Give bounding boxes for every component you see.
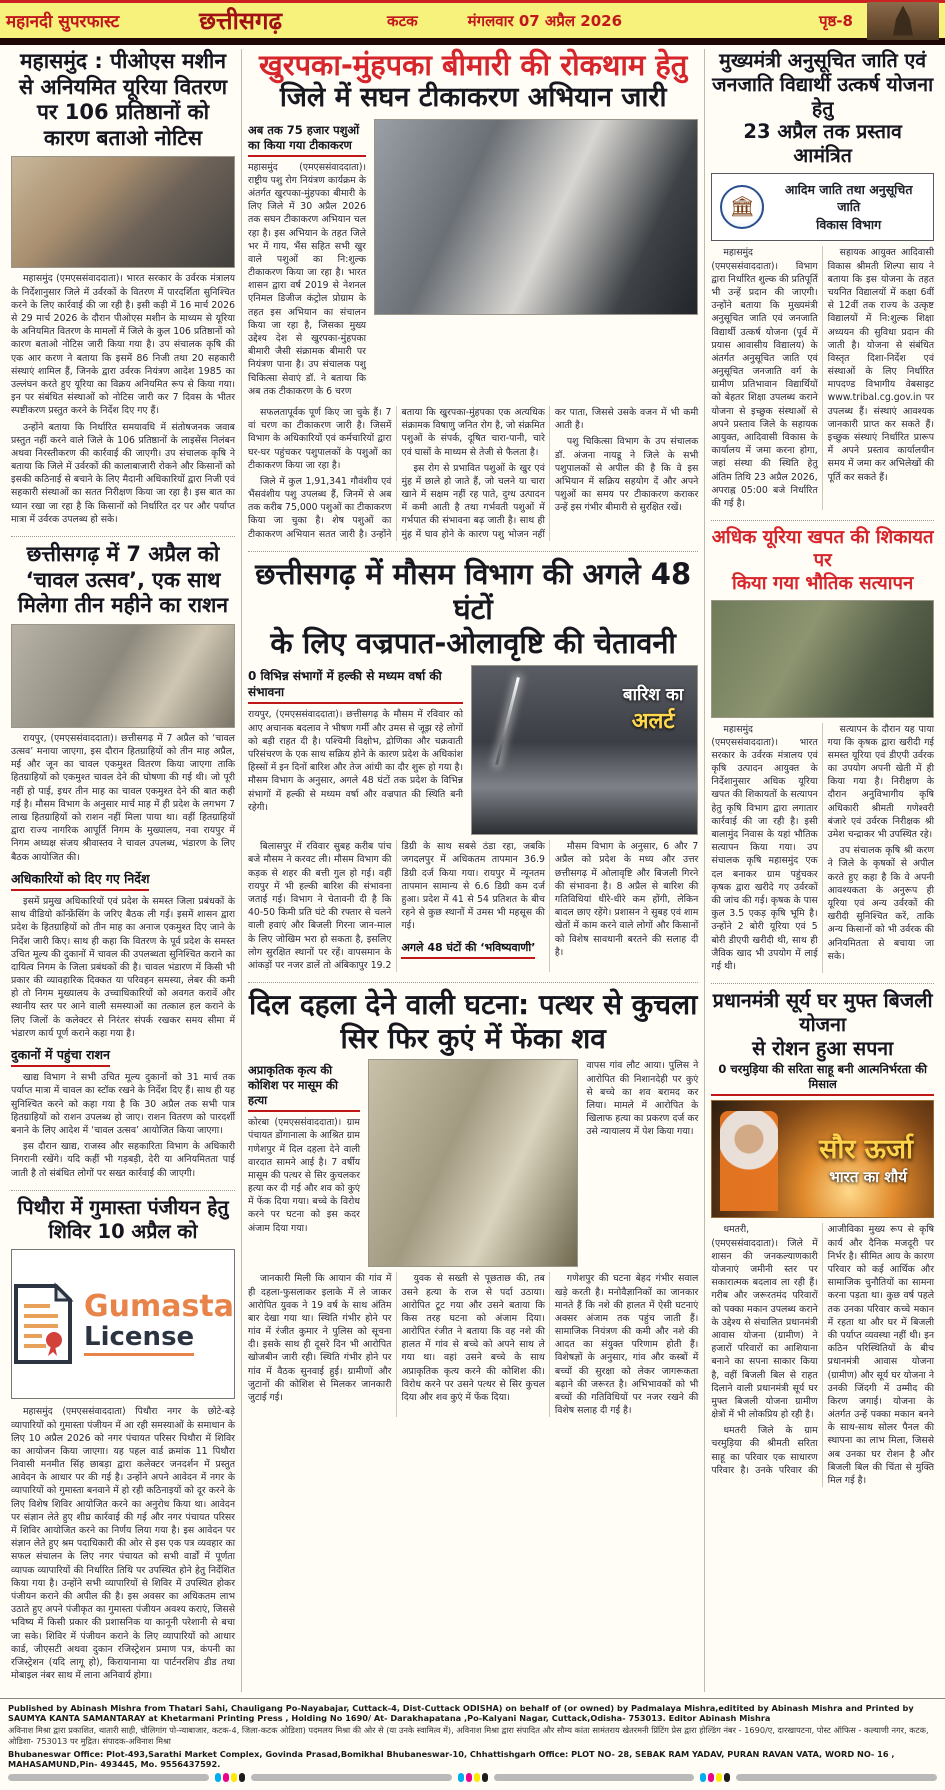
article-paragraph: उप संचालक कृषि श्री करण ने जिले के कृषकों से अपील करते हुए कहा है कि वे अपनी आवश्यकता के अनुरूप ही यूरिया एवं अन्य उर्वरकों की खरीदी सुनिश्चित करें, ताकि अन्य किसानों को भी उर्वरक की अनियमितता से बचाया जा सके। — [827, 845, 934, 962]
registration-bar — [736, 1774, 937, 1781]
cmyk-dots — [458, 1773, 488, 1782]
gumasta-license-graphic — [11, 1249, 235, 1399]
article-body-columns — [248, 406, 698, 541]
article-weather — [248, 551, 698, 972]
article-crime — [248, 982, 698, 1417]
article-headline-line2: सिर फिर कुएं में फेंका शव — [340, 1021, 606, 1055]
article-lead: महासमुंद (एमएससंवाददाता)। राष्ट्रीय पशु रोग नियंत्रण कार्यक्रम के अंतर्गत खुरपका-मुंहपका बीमारी के लिए जिले में 30 अप्रैल 2026 तक सघन टीकाकरण अभियान चल रहा है। इस अभियान के तहत जिले भर में गाय, भैंस सहित सभी खुर वाले पशुओं का नि:शुल्क टीकाकरण किया जा रहा है। भारत शासन द्वारा वर्ष 2019 से नेशनल एनिमल डिजीज कंट्रोल प्रोग्राम के तहत इस अभियान का संचालन किया जा रहा है, जिसका मुख्य उद्देश्य देश से खुरपका-मुंहपका बीमारी जैसी संक्रामक बीमारी पर नियंत्रण पाना है। उप संचालक पशु चिकित्सा सेवाएं डॉ. ने बताया कि अब तक टीकाकरण के 6 चरण — [248, 161, 366, 397]
article-headline: जिले में सघन टीकाकरण अभियान जारी — [279, 82, 667, 114]
license-word: License — [84, 1322, 194, 1356]
article-body-columns — [711, 246, 934, 510]
dept-name-line1: आदिम जाति तथा अनुसूचित जाति — [784, 181, 913, 215]
cmyk-dots — [215, 1773, 245, 1782]
right-lead-column — [586, 1059, 698, 1267]
article-paragraph: इस दौरान खाद्य, राजस्व और सहकारिता विभाग के अधिकारी निगरानी रखेंगे। यदि कहीं भी गड़बड़ी, देरी या अनियमितता पाई जाती है तो संबंधित लोगों पर सख्त कार्रवाई की जाएगी। — [11, 1141, 235, 1179]
dept-name-line2: विकास विभाग — [816, 216, 882, 232]
cattle-vaccination-photo — [374, 119, 698, 315]
dept-name — [772, 181, 925, 234]
masthead-date: मंगलवार 07 अप्रैल 2026 — [467, 11, 623, 30]
article-solar — [711, 983, 934, 1487]
storm-caption-line1: बारिश का — [622, 685, 684, 706]
article-paragraph: रायपुर, (एमएससंवाददाता)। छत्तीसगढ़ में 7 अप्रैल को ‘चावल उत्सव’ मनाया जाएगा, इस दौरान हितग्राहियों को तीन माह अप्रैल, मई और जून का चावल एकमुश्त वितरण किया जाएगा ताकि हितग्राहियों को एकमुश्त चावल देने की घोषणा की गई थी। जो पूरी नहीं हो पाई, इधर तीन माह का चावल एकमुश्त देने की बात कही गई है। मौसम विभाग के अनुसार मार्च माह में ही प्रदेश के लगभग 7 लाख हितग्राहियों को राशन नहीं मिला पाया था। वहीं हितग्राहियों द्वारा राज्य नागरिक आपूर्ति निगम के मुख्यालय, नवा रायपुर में निगम अध्यक्ष संजय श्रीवास्तव ने चावल उपलब्ध, भंडारण के लिए बैठक आयोजित की। — [11, 732, 235, 863]
article-paragraph: धमतरी, (एमएससंवाददाता)। जिले में शासन की जनकल्याणकारी योजनाएं जमीनी स्तर पर सकारात्मक बदलाव ला रही हैं। गरीब और जरूरतमंद परिवारों को पक्का मकान उपलब्ध कराने के उद्देश्य से संचालित प्रधानमंत्री आवास योजना (ग्रामीण) ने हजारों परिवारों का आशियाना बनाने का सपना साकार किया है, वहीं बिजली बिल से राहत दिलाने वाली प्रधानमंत्री सूर्य घर मुफ्त बिजली योजना ग्रामीण क्षेत्रों में भी लोकप्रिय हो रही है। — [711, 1224, 818, 1421]
cmyk-dots — [700, 1773, 730, 1782]
article-paragraph: इसमें प्रमुख अधिकारियों एवं प्रदेश के समस्त जिला प्रबंधकों के साथ वीडियो कॉन्फ्रेंसिंग के जरिए बैठक ली गई। इसमें शासन द्वारा प्रदेश के हितग्राहियों को तीन माह का अनाज एकमुश्त दिए जाने के निर्देश जारी किए। साथ ही कहा कि वितरण के पूर्व प्रदेश के समस्त उचित मूल्य की दुकानों में चावल की उपलब्धता सुनिश्चित कराने का दायित्व निगम के जिला प्रबंधकों की है। चावल भंडारण में किसी भी प्रकार की व्यावहारिक दिक्कत या परिवहन समस्या, लेबर की कमी हो तो निगम मुख्यालय के उच्चाधिकारियों को अवगत करावें और स्थानीय स्तर पर आने वाली समस्याओं का तत्काल हल कराने के लिए जिलों के कलेक्टर से निरंतर संपर्क रखकर समय सीमा में भंडारण कार्य पूर्ण कराने कहा गया है। — [11, 895, 235, 1039]
lead-column — [248, 1059, 360, 1267]
article-headline-line1: दिल दहला देने वाली घटना: पत्थर से कुचला — [248, 988, 698, 1022]
article-headline-line2: से रोशन हुआ सपना — [752, 1036, 894, 1060]
article-paragraph: सफलतापूर्वक पूर्ण किए जा चुके हैं। 7 वां चरण का टीकाकरण जारी है। जिसमें विभाग के अधिकारियों एवं कर्मचारियों द्वारा घर-घर पहुंचकर पशुपालकों के पशुओं का टीकाकरण किया जा रहा है। — [248, 406, 392, 471]
govt-emblem-icon — [720, 185, 764, 229]
article-lead: कोरबा (एमएससंवाददाता)। ग्राम पंचायत डोंगानाला के आश्रित ग्राम गणेशपुर में दिल दहला देने वाली वारदात सामने आई है। 7 वर्षीय मासूम की पत्थर से सिर कुचलकर हत्या कर दी गई और शव को कुएं में फेंक दिया गया। बच्चे के विरोध करने पर घटना को इस कदर अंजाम दिया गया। — [248, 1117, 360, 1234]
right-column — [705, 49, 940, 1692]
article-paragraph: वापस गांव लौट आया। पुलिस ने आरोपित की निशानदेही पर कुएं से बच्चे का शव बरामद कर लिया। मामले में आरोपित के खिलाफ हत्या का प्रकरण दर्ज कर उसे न्यायालय में पेश किया गया। — [586, 1060, 699, 1138]
article-chawal-utsav — [11, 536, 235, 1180]
article-paragraph: महासमुंद (एमएससंवाददाता)। विभाग द्वारा निर्धारित शुल्क की प्रतिपूर्ति भी उन्हें प्रदान की जाएगी। उन्होंने बताया कि मुख्यमंत्री अनुसूचित जाति एवं जनजाति विद्यार्थी उत्कर्ष योजना (पूर्व में प्रयास आवासीय विद्यालय) के अंतर्गत अनुसूचित जाति एवं अनुसूचित जनजाति वर्ग के ग्रामीण प्रतिभावान विद्यार्थियों को बेहतर शिक्षा उपलब्ध कराने योजना से इच्छुक संस्थाओं से अपने प्रस्ताव जिले के सहायक आयुक्त, आदिवासी विकास के कार्यालय में जमा करना होगा, जहां संस्था की स्थिति हेतु अंतिम तिथि 23 अप्रैल 2026, अपराह्न 05:00 बजे निर्धारित की गई है। — [711, 247, 818, 509]
article-headline: पिथौरा में गुमास्ता पंजीयन हेतु शिविर 10 अप्रैल को — [17, 1195, 229, 1243]
masthead-brand: महानदी सुपरफास्ट — [6, 12, 120, 32]
article-paragraph: उन्होंने बताया कि निर्धारित समयावधि में संतोषजनक जवाब प्रस्तुत नहीं करने वाले जिले के 106 प्रतिष्ठानों के लाइसेंस निलंबन अथवा निरस्तीकरण की कार्रवाई की जाएगी। उप संचालक कृषि ने बताया कि जिले में उर्वरकों की कालाबाजारी रोकने और किसानों को इसकी कठिनाई से बचाने के लिए मैदानी अधिकारियों द्वारा निजी एवं सहकारी संस्थाओं का सतत निरीक्षण किया जा रहा है। इस बात का ध्यान रखा जा रहा है कि किसानों को निर्धारित दर पर और पर्याप्त मात्रा में उर्वरक उपलब्ध हो सके। — [11, 421, 235, 525]
pm-portrait — [720, 1111, 778, 1211]
article-urea-verify — [711, 520, 934, 973]
article-lead: रायपुर, (एमएससंवाददाता)। छत्तीसगढ़ के मौसम में रविवार को आए अचानक बदलाव ने भीषण गर्मी और उमस से जूझ रहे लोगों को बड़ी राहत दी है। पश्चिमी विक्षोभ, द्रोणिका और चक्रवाती परिसंचरण के एक साथ सक्रिय होने के कारण प्रदेश के अधिकांश हिस्सों में इन दिनों बारिश और तेज आंधी का दौर शुरू हो गया है। मौसम विभाग के अनुसार, अगले 48 घंटों तक प्रदेश के विभिन्न संभागों में हल्की से मध्यम वर्षा और वज्रपात की स्थिति बनी रहेगी। — [248, 709, 463, 813]
article-body-columns — [248, 1272, 698, 1417]
article-paragraph: सत्यापन के दौरान यह पाया गया कि कृषक द्वारा खरीदी गई समस्त यूरिया एवं डीएपी उर्वरक का उपयोग अपनी खेती में ही किया गया है। निरीक्षण के दौरान अनुविभागीय कृषि अधिकारी श्रीमती गणेश्वरी बंजारे एवं उर्वरक निरीक्षक श्री उमेश चन्द्राकर भी उपस्थित रहे। — [827, 723, 934, 841]
banner-subtitle: भारत का शौर्य — [829, 1168, 907, 1187]
article-subhead: अधिकारियों को दिए गए निर्देश — [11, 871, 149, 891]
article-headline-line2: जनजाति विद्यार्थी उत्कर्ष योजना हेतु — [712, 72, 934, 120]
article-subhead: अप्राकृतिक कृत्य की कोशिश पर मासूम की हत्या — [248, 1063, 360, 1112]
field-verification-photo — [711, 600, 934, 718]
solar-banner-modi — [711, 1100, 934, 1218]
colophon-english: Published by Abinash Mishra from Thatari Sahi, Chauligang Po-Nayabajar, Cuttack-4, Dist-Cuttack ODISHA) on behalf of (or owned) by Padmalaya Mishra,editited by Abinash Mishra and Printed by SAUMYA KANTA SAMANTARAY at Khetarmani Printing Press , Holding No 1690/ At- Darakhapatana ,Po-Kalyani Nagar, Cuttack,Odisha- 753013. Editor Abinash Mishra — [8, 1703, 914, 1724]
article-headline: महासमुंद : पीओएस मशीन से अनियमित यूरिया वितरण पर 106 प्रतिष्ठानों को कारण बताओ नोटिस — [18, 49, 228, 150]
article-paragraph: बिलासपुर में रविवार सुबह करीब पांच बजे मौसम ने करवट ली। मौसम विभाग की कड़क से शहर की बत्ती गुल हो गई। वहीं रायपुर में भी हल्की बारिश की संभावना जताई गई। विभाग ने चेतावनी दी है कि 40-50 किमी प्रति घंटे की रफ्तार से चलने वाली हवाएं और बिजली गिरना जान-माल के लिए जोखिम भरा हो सकता है, इसलिए लोग सुरक्षित स्थानों पर रहें। वापसमान के आंकड़ों पर नजर डालें तो अंबिकापुर 19.2 डिग्री के साथ सबसे ठंडा रहा, जबकि जगदलपुर में अधिकतम तापमान 36.9 डिग्री दर्ज किया गया। रायपुर में न्यूनतम तापमान सामान्य से 6.6 डिग्री कम दर्ज हुआ। प्रदेश में 41 से 54 प्रतिशत के बीच रहने से कुछ स्थानों में उमस भी महसूस की गई। — [248, 841, 545, 971]
article-headline-line1: प्रधानमंत्री सूर्य घर मुफ्त बिजली योजना — [712, 989, 933, 1036]
article-gumasta — [11, 1190, 235, 1683]
gumasta-logo-text — [84, 1289, 234, 1356]
article-paragraph: महासमुंद (एमएससंवाददाता)। भारत सरकार के उर्वरक मंत्रालय एवं कृषि उत्पादन आयुक्त के निर्देशानुसार अधिक यूरिया खपत की शिकायतों के सत्यापन हेतु कृषि विभाग द्वारा लगातार कार्रवाई की जा रही है। इसी बालामुंद निवास के यहां भौतिक सत्यापन किया गया। उप संचालक कृषि महासमुंद एक दल बनाकर ग्राम पहुंचकर कृषक द्वारा खरीदे गए उर्वरकों की जांच की गई। कृषक के पास कुल 3.5 एकड़ कृषि भूमि है। उन्होंने 2 बोरी यूरिया एवं 5 बोरी डीएपी खरीदी थी, साथ ही जैविक खाद भी उपयोग में लाई गई थी। — [711, 723, 818, 972]
registration-bar — [251, 1774, 452, 1781]
article-headline-line3: 23 अप्रैल तक प्रस्ताव आमंत्रित — [743, 120, 902, 168]
article-paragraph: मौसम विभाग के अनुसार, 6 और 7 अप्रैल को प्रदेश के मध्य और उत्तर छत्तीसगढ़ में ओलावृष्टि और बिजली गिरने की संभावना है। 8 अप्रैल से बारिश की गतिविधियां धीरे-धीरे कम होंगी, लेकिन बादल छाए रहेंगे। प्रशासन ने सुबह एवं शाम खेतों में काम करने वाले लोगों और किसानों को विशेष सावधानी बरतने की सलाह दी है। — [554, 841, 699, 958]
article-paragraph: सहायक आयुक्त आदिवासी विकास श्रीमती शिल्पा साय ने बताया कि इस योजना के तहत चयनित विद्यालयों में कक्षा 6वीं से 12वीं तक राज्य के उत्कृष्ट विद्यालयों में नि:शुल्क शिक्षा अध्ययन की सुविधा प्रदान की जाती है। योजना से संबंधित विस्तृत दिशा-निर्देश एवं संस्थाओं के लिए निर्धारित मापदण्ड विभागीय वेबसाइट www.tribal.cg.gov.in पर उपलब्ध हैं। संस्थाएं आवश्यक जानकारी प्राप्त कर सकते हैं। इच्छुक संस्थाएं निर्धारित प्रारूप में अपने प्रस्ताव कार्यालयीन समय में जमा कर अभिलेखों की पूर्ति कर सकते हैं। — [827, 247, 934, 483]
article-paragraph: इस रोग से प्रभावित पशुओं के खुर एवं मुंह में छाले हो जाते हैं, जो चलने या चारा खाने में सक्षम नहीं रह पाते, दुग्ध उत्पादन में कमी आती है तथा गर्भवती पशुओं में गर्भपात की संभावना बढ़ जाती है। साथ ही मुंह में घाव होने के कारण पशु भोजन नहीं कर पाता, जिससे उसके वजन में भी कमी आती है। — [401, 406, 699, 540]
lead-column — [248, 665, 463, 835]
article-headline-line2: किया गया भौतिक सत्यापन — [732, 573, 914, 595]
article-paragraph: खाद्य विभाग ने सभी उचित मूल्य दुकानों को 31 मार्च तक पर्याप्त मात्रा में चावल का स्टॉक रखने के निर्देश दिए हैं। साथ ही यह सुनिश्चित करने को कहा गया है कि 30 अप्रैल तक सभी पात्र हितग्राहियों को राशन उपलब्ध हो जाए। राशन वितरण को पारदर्शी बनाने के लिए आदेश में ‘चावल उत्सव’ आयोजित किया जाएगा। — [11, 1072, 235, 1137]
lead-column — [248, 119, 366, 401]
article-body-columns — [711, 1223, 934, 1487]
storm-caption — [623, 682, 683, 735]
masthead — [0, 0, 945, 38]
article-paragraph: गणेशपुर की घटना बेहद गंभीर सवाल खड़े करती है। मनोवैज्ञानिकों का जानकार मानते हैं कि नशे की हालत में ऐसी घटनाएं अक्सर अंजाम तक पहुंच जाती हैं। सामाजिक नियंत्रण की कमी और नशे की आदत का संयुक्त परिणाम होती हैं। विशेषज्ञों के अनुसार, गांव और कस्बों में बच्चों की सुरक्षा को लेकर जागरूकता बढ़ाने की जरूरत है। अभिभावकों को भी बच्चों की गतिविधियों पर नजर रखने की विशेष सलाह दी गई है। — [554, 1273, 699, 1417]
article-headline-line1: मुख्यमंत्री अनुसूचित जाति एवं — [719, 49, 927, 72]
article-paragraph: युवक से सख्ती से पूछताछ की, तब उसने हत्या के राज से पर्दा उठाया। आरोपित टूट गया और उसने बताया कि किस तरह घटना को अंजाम दिया। आरोपित रंजीत ने बताया कि वह नशे की हालत में गांव से बच्चे को अपने साथ ले गया था। वहां उसने बच्चे के साथ अप्राकृतिक कृत्य करने की कोशिश की। विरोध करने पर उसने पत्थर से सिर कुचल दिया और शव कुएं में फेंक दिया। — [401, 1273, 545, 1403]
masthead-paper-title: छत्तीसगढ़ — [199, 7, 283, 35]
article-subhead: 0 चरमुड़िया की सरिता साहू बनी आत्मनिर्भरता की मिसाल — [711, 1062, 934, 1096]
office-addresses: Bhubaneswar Office: Plot-493,Sarathi Market Complex, Govinda Prasad,Bomikhal Bhubaneswar-10, Chhattishgarh Office: PLOT NO- 28, SEBAK RAM YADAV, PURAN RAVAN VATA, WORD NO- 16 , MAHASAMUND,Pin- 493445, Mo. 9556437592. — [8, 1749, 895, 1770]
article-vaccination — [248, 49, 698, 541]
article-paragraph: महासमुंद (एमएससंवाददाता)। भारत सरकार के उर्वरक मंत्रालय के निर्देशानुसार जिले में उर्वरकों के वितरण में पारदर्शिता सुनिश्चित करने के लिए कार्रवाई की जा रही है। इसी कड़ी में 16 मार्च 2026 से 29 मार्च 2026 के दौरान पीओएस मशीन के माध्यम से यूरिया के अनियमित वितरण के मामलों में जिले के कुल 106 प्रतिष्ठानों को कारण बताओ नोटिस जारी किया गया है। उप संचालक कृषि की एक आर करण ने बताया कि इसमें 86 निजी तथा 20 सहकारी संस्थाएं शामिल हैं, जिनके द्वारा उर्वरक नियंत्रण आदेश 1985 का उल्लंघन करते हुए यूरिया का विक्रय अनियमित रूप से किया गया। इन पर संबंधित संस्थाओं को नोटिस जारी कर 7 दिवस के भीतर स्पष्टीकरण प्रस्तुत करने के निर्देश दिए गए हैं। — [11, 273, 235, 417]
banner-title: सौर ऊर्जा — [819, 1134, 913, 1166]
pos-machine-photo — [11, 156, 235, 268]
article-headline-line2: के लिए वज्रपात-ओलावृष्टि की चेतावनी — [270, 626, 676, 661]
article-paragraph: पशु चिकित्सा विभाग के उप संचालक डॉ. अंजना नायडू ने जिले के सभी पशुपालकों से अपील की है कि वे इस अभियान में सक्रिय सहयोग दें और अपने पशुओं का समय पर टीकाकरण कराकर उन्हें इस गंभीर बीमारी से सुरक्षित रखें। — [554, 436, 699, 514]
print-registration-marks — [8, 1773, 937, 1782]
article-paragraph: धमतरी जिले के ग्राम चरमुड़िया की श्रीमती सरिता साहू का परिवार एक साधारण परिवार है। उनके परिवार की आजीविका मुख्य रूप से कृषि कार्य और दैनिक मजदूरी पर निर्भर है। सीमित आय के कारण परिवार को कई आर्थिक और सामाजिक चुनौतियों का सामना करना पड़ता था। कुछ वर्ष पहले तक उनका परिवार कच्चे मकान में रहता था और घर में बिजली की पर्याप्त व्यवस्था नहीं थी। इन कठिन परिस्थितियों के बीच प्रधानमंत्री आवास योजना (ग्रामीण) और सूर्य घर योजना ने उनकी जिंदगी में उम्मीद की किरण जगाई। योजना के अंतर्गत उन्हें पक्का मकान बनने के साथ-साथ सोलर पैनल की स्थापना का लाभ मिला, जिससे अब उनका घर रोशन है और बिजली बिल की चिंता से मुक्ति मिल गई है। — [711, 1224, 934, 1486]
document-seal-icon — [12, 1282, 74, 1366]
left-column — [5, 49, 242, 1692]
masthead-city: कटक — [387, 11, 418, 30]
article-paragraph: जानकारी मिली कि आयान की गांव में ही दहला-फुसलाकर इलाके में ले जाकर आरोपित युवक ने 19 वर्ष के साथ अंतिम बार देखा गया था। स्थिति गंभीर होने पर गांव में रंजीत कुमार ने पुलिस को सूचना दी। इसके साथ ही दूसरे दिन भी आरोपित खोजबीन जारी रही। स्थिति गंभीर होने पर गांव में वैठक सुनवाई हुई। ग्रामीणों और जुटानों की कोशिश से मिलकर जानकारी जुटाई गई। — [248, 1273, 392, 1403]
article-headline-line1: छत्तीसगढ़ में मौसम विभाग की अगले 48 घंटों — [255, 556, 692, 626]
article-utkarsh — [711, 49, 934, 510]
article-subhead: 0 विभिन्न संभागों में हल्की से मध्यम वर्षा की संभावना — [248, 669, 463, 704]
rice-distribution-photo — [11, 624, 235, 728]
storm-lightning-photo — [471, 665, 698, 835]
article-paragraph: जिले में कुल 1,91,341 गौवंशीय एवं भैंसवंशीय पशु उपलब्ध हैं, जिनमें से अब तक करीब 75,000 पशुओं का टीकाकरण किया जा चुका है। शेष पशुओं का टीकाकरण अभियान सतत जारी है। उन्होंने बताया कि खुरपका-मुंहपका एक अत्यधिक संक्रामक विषाणु जनित रोग है, जो संक्रमित पशुओं के संपर्क, दूषित चारा-पानी, चारे एवं घासों के माध्यम से तेजी से फैलता है। — [248, 406, 545, 540]
article-urea-notice — [11, 49, 235, 526]
article-body-columns — [248, 840, 698, 972]
article-headline-line1: अधिक यूरिया खपत की शिकायत पर — [711, 527, 934, 572]
temple-photo — [867, 2, 939, 40]
storm-caption-line2: अलर्ट — [631, 709, 675, 735]
well-recovery-photo — [368, 1059, 578, 1267]
page-footer — [0, 1698, 945, 1790]
colophon-hindi: अविनाश मिश्रा द्वारा प्रकाशित, थातारी साही, चौलिगांग पो-न्याबाजार, कटक-4, जिला-कटक ओडिशा) पदमलय मिश्रा की ओर से (या उनके स्वामित्व में), अविनाश मिश्रा द्वारा संपादित और सौम्य कांता सामंतराय खेतरमनी प्रिंटिंग प्रेस द्वारा होल्डिंग नंबर - 1690/ए, दारखापटना, पोस्ट ऑफिस - कल्याणी नगर, कटक, ओडिशा- 753013 पर मुद्रित। संपादक-अविनाश मिश्रा — [8, 1725, 929, 1747]
article-paragraph: महासमुंद (एमएससंवाददाता) पिथौरा नगर के छोटे-बड़े व्यापारियों को गुमास्ता पंजीयन में आ रही समस्याओं के समाधान के लिए 10 अप्रैल 2026 को नगर पंचायत परिसर पिथौरा में शिविर का आयोजन किया जाएगा। यह पहल वार्ड क्रमांक 11 पिथौरा निवासी मनमीत सिंह छाबड़ा द्वारा कलेक्टर जनदर्शन में प्रस्तुत आवेदन के आधार पर की गई है। उन्होंने अपने आवेदन में नगर के व्यापारियों को गुमास्ता बनवाने में हो रही कठिनाइयों को दूर करने के लिए विशेष शिविर आयोजित करने का अनुरोध किया था। आवेदन पर संज्ञान लेते हुए शीघ्र कार्रवाई की गई और नगर पंचायत परिसर में शिविर आयोजित करने का निर्णय लिया गया है। इस आवेदन पर संज्ञान लेते हुए श्रम पदाधिकारी की ओर से इस एक पत्र व्यवहार का सफल संचालन के लिए नगर पंचायत को सभी वार्डों में पूर्णता व्यापक व्यापारियों की निर्धारित तिथि पर उपस्थित होने हेतु निर्देशित किया गया है। उन्होंने सभी व्यापारियों से शिविर में उपस्थित होकर पंजीयन कराने की अपील की है। इस अवसर का अधिकतम लाभ उठाते हुए अपने पंजीकृत का गुमास्ता पंजीयन अवश्य कराएं, जिससे भविष्य में किसी प्रकार की प्रशासनिक या कानूनी परेशानी से बचा जा सके। शिविर में पंजीयन कराने के लिए व्यापारियों को आधार कार्ड, जीएसटी अथवा दुकान रजिस्ट्रेशन प्रमाण पत्र, कंपनी का रजिस्ट्रेशन (यदि लागू हो), किरायानामा या पार्टनरशिप डीड तथा मोबाइल नंबर साथ में लाना अनिवार्य होगा। — [11, 1406, 235, 1682]
page-content — [0, 45, 945, 1698]
article-headline: छत्तीसगढ़ में 7 अप्रैल को ‘चावल उत्सव’, एक साथ मिलेगा तीन महीने का राशन — [17, 542, 229, 618]
masthead-page-number: पृष्ठ-8 — [818, 11, 853, 30]
tribal-dept-logo-box — [711, 173, 934, 242]
center-column — [242, 49, 705, 1692]
gumasta-word: Gumasta — [84, 1289, 234, 1325]
masthead-divider — [0, 38, 945, 45]
article-subhead: अब तक 75 हजार पशुओं का किया गया टीकाकरण — [248, 123, 366, 157]
registration-bar — [8, 1774, 209, 1781]
article-subhead: दुकानों में पहुंचा राशन — [11, 1047, 110, 1067]
lightning-bolt — [495, 677, 520, 765]
article-subhead: अगले 48 घंटों की ‘भविष्यवाणी’ — [401, 941, 535, 959]
registration-bar — [494, 1774, 695, 1781]
article-kicker: खुरपका-मुंहपका बीमारी की रोकथाम हेतु — [259, 48, 688, 82]
article-body-columns — [711, 723, 934, 974]
